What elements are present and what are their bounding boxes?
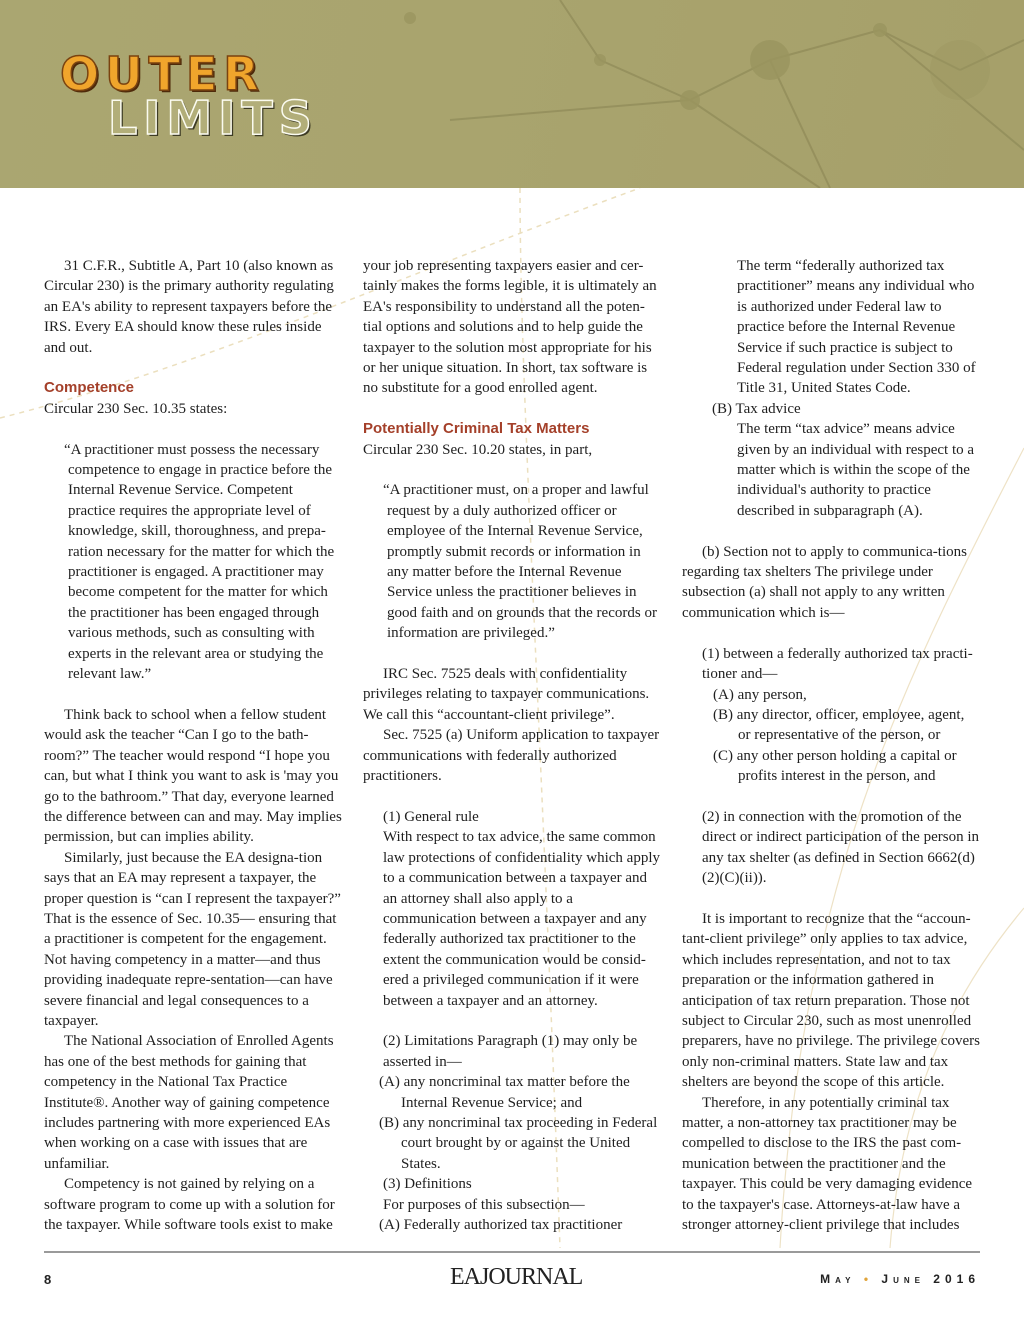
- paragraph: Therefore, in any potentially criminal tax matter, a non-attorney tax practitioner may be compelled to disclose to the IRS the past com-munication between the practitioner and the taxpayer. This could be very damaging evidence to the taxpayer's case. Attorneys-at-law have a stronger attorney-client privilege that includes: [682, 1094, 973, 1234]
- column-3: [682, 256, 980, 1235]
- rule-definitions-intro: For purposes of this subsection—: [383, 1196, 585, 1213]
- rule-item: (B) any noncriminal tax proceeding in Federal court brought by or against the United States.: [379, 1114, 658, 1172]
- section-heading-competence: Competence: [44, 379, 135, 397]
- paragraph: Sec. 7525 (a) Uniform application to taxpayer communications with federally authorized practitioners.: [363, 727, 660, 785]
- header-banner: [0, 0, 1024, 188]
- column-1: [44, 256, 342, 1235]
- paragraph: your job representing taxpayers easier and cer-tainly makes the forms legible, it is ultimately an EA's responsibility to understand all the poten-tial options and solutions and to help guide the taxpayer to the solution most appropriate for his or her unique situation. In short, tax software is no substitute for a good enrolled agent.: [363, 258, 657, 397]
- paragraph: 31 C.F.R., Subtitle A, Part 10 (also known as Circular 230) is the primary authority regulating an EA's ability to represent taxpayers before the IRS. Every EA should know these rules inside and out.: [44, 258, 334, 356]
- rule-item: (A) any person,: [713, 686, 807, 703]
- rule-item: (A) any noncriminal tax matter before the Internal Revenue Service; and: [379, 1074, 630, 1111]
- paragraph: Circular 230 Sec. 10.35 states:: [44, 400, 228, 417]
- definition-body: The term “tax advice” means advice given by an individual with respect to a matter which is within the scope of the individual's authority to practice described in subparagraph (A).: [737, 421, 975, 519]
- issue-date: [820, 1272, 980, 1286]
- column-2: [363, 256, 661, 1235]
- block-quote: “A practitioner must, on a proper and lawful request by a duly authorized officer or employee of the Internal Revenue Service, promptly submit records or information in any matter before the Internal Revenue Service unless the practitioner believes in good faith and on grounds that the records or information are privileged.”: [383, 482, 657, 642]
- rule-item: (A) Federally authorized tax practitioner: [379, 1217, 623, 1234]
- rule-body: With respect to tax advice, the same common law protections of confidentiality which apply to a communication between a taxpayer and an attorney shall also apply to a communication between a taxpayer and any federally authorized tax practitioner to the extent the communication would be consid-ered a privileged communication if it were between a taxpayer and an attorney.: [383, 829, 661, 1009]
- issue-month: May: [820, 1272, 856, 1286]
- paragraph: Think back to school when a fellow student would ask the teacher “Can I go to the bath-room?” The teacher would respond “I hope you can, but what I think you want to ask is 'may you go to the bathroom.” That day, everyone learned the difference between can and may. May implies permission, but can implies ability.: [44, 706, 342, 846]
- paragraph: (b) Section not to apply to communica-tions regarding tax shelters The privilege under subsection (a) shall not apply to any written communication which is—: [682, 543, 967, 621]
- rule-definitions: (3) Definitions: [383, 1176, 472, 1193]
- section-logo: [60, 47, 318, 145]
- rule-title: (1) General rule: [383, 808, 479, 825]
- section-heading-criminal-matters: Potentially Criminal Tax Matters: [363, 420, 590, 438]
- journal-logo-name: JOURNAL: [480, 1264, 583, 1290]
- issue-rest: June 2016: [881, 1272, 980, 1286]
- definition-heading: (B) Tax advice: [712, 400, 801, 417]
- logo-limits-text: LIMITS: [108, 91, 318, 145]
- rule-item: (2) in connection with the promotion of the direct or indirect participation of the person in any tax shelter (as defined in Section 6662(d)(2)(C)(ii)).: [702, 808, 979, 887]
- logo-outer-text: OUTER: [60, 47, 265, 101]
- separator-dot-icon: •: [863, 1272, 874, 1286]
- page-number: 8: [44, 1272, 52, 1287]
- paragraph: It is important to recognize that the “accoun-tant-client privilege” only applies to tax advice, which includes representation, and not to tax preparation or the information gathered in anticipation of tax return preparation. Those not subject to Circular 230, such as most unenrolled preparers, have no privilege. The privilege covers only non-criminal matters. State law and tax shelters are beyond the scope of this article.: [682, 910, 980, 1091]
- paragraph: Competency is not gained by relying on a software program to come up with a solution for the taxpayer. While software tools exist to make: [44, 1176, 335, 1234]
- journal-logo-ea: EA: [450, 1264, 480, 1290]
- footer-rule: [44, 1251, 980, 1253]
- rule-item: (B) any director, officer, employee, agent, or representative of the person, or: [713, 706, 965, 744]
- paragraph: IRC Sec. 7525 deals with confidentiality privileges relating to taxpayer communications. We call this “accountant-client privilege”.: [363, 666, 650, 723]
- rule-item: (1) between a federally authorized tax practi-tioner and—: [702, 645, 973, 683]
- block-quote: “A practitioner must possess the necessary competence to engage in practice before the Internal Revenue Service. Competent practice requires the appropriate level of knowledge, skill, thoroughness, and prepa-ration necessary for the matter for which the practitioner is engaged. A practitioner may become competent for the matter for which the practitioner has been engaged through various methods, such as consulting with experts in the relevant area or studying the relevant law.”: [64, 441, 335, 683]
- paragraph: The National Association of Enrolled Agents has one of the best methods for gaining that competency in the National Tax Practice Institute®. Another way of gaining competence includes partnering with more experienced EAs when working on a case with issues that are unfamiliar.: [44, 1033, 334, 1172]
- rule-limitations: (2) Limitations Paragraph (1) may only be asserted in—: [383, 1033, 638, 1070]
- paragraph: Similarly, just because the EA designa-tion says that an EA may represent a taxpayer, the proper question is “can I represent the taxpayer?” That is the essence of Sec. 10.35— ensuring that a practitioner is competent for the engagement. Not having competency in a matter—and thus providing inadequate repre-sentation—can have severe financial and legal consequences to a taxpayer.: [44, 849, 341, 1029]
- rule-item: (C) any other person holding a capital or profits interest in the person, and: [713, 747, 957, 785]
- paragraph: Circular 230 Sec. 10.20 states, in part,: [363, 441, 593, 458]
- journal-logo: [450, 1264, 582, 1291]
- definition-body: The term “federally authorized tax practitioner” means any individual who is authorized under Federal law to practice before the Internal Revenue Service if such practice is subject to Federal regulation under Section 330 of Title 31, United States Code.: [737, 258, 976, 397]
